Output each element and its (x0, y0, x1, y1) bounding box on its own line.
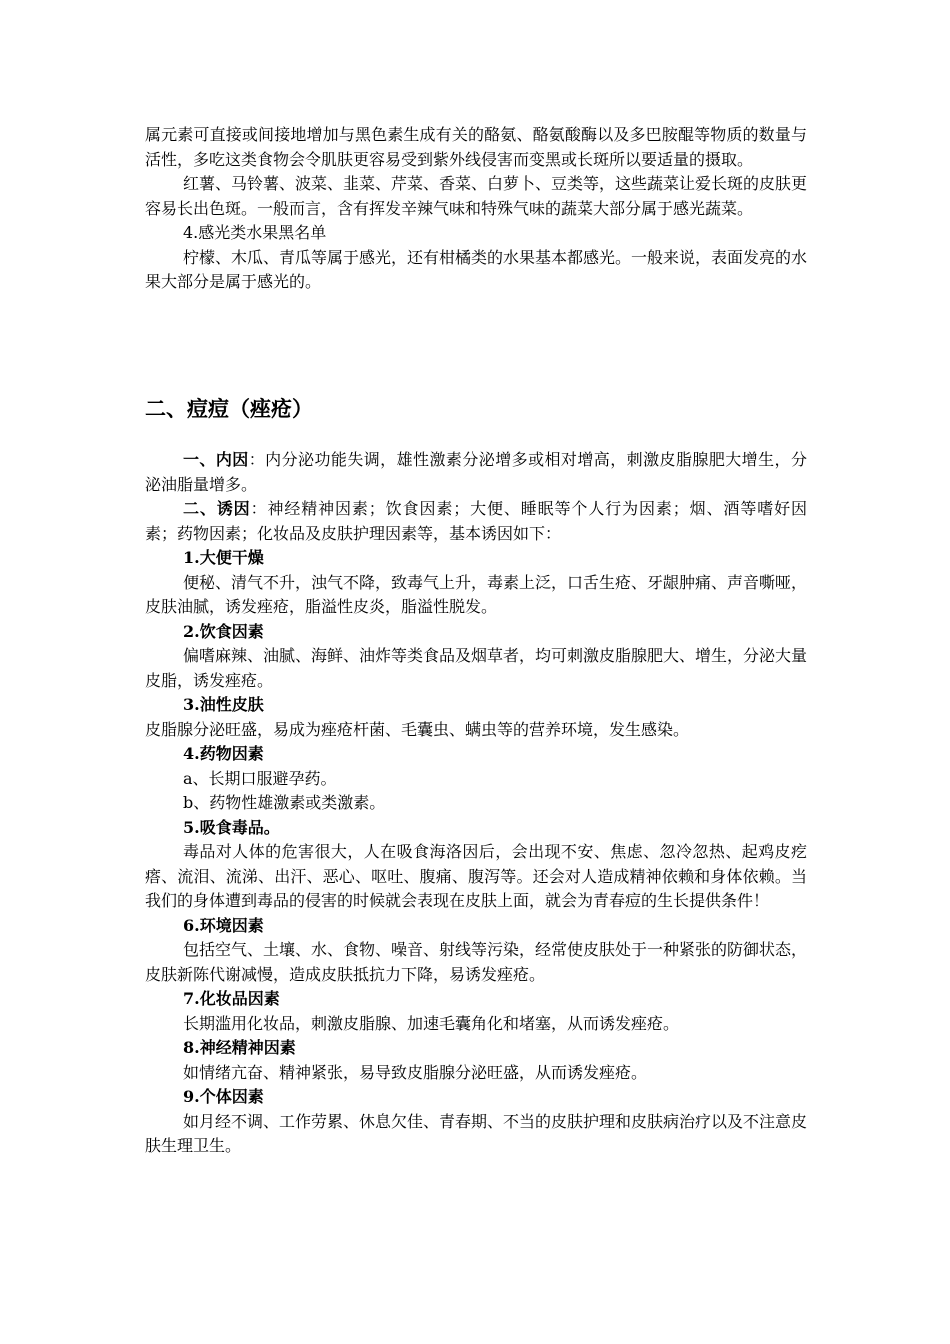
subheading-fruit-blacklist: 4.感光类水果黑名单 (183, 223, 327, 242)
section-title-acne: 二、痘痘（痤疮） (145, 397, 313, 421)
acne-section (145, 448, 807, 1159)
item-text-drugs-a: a、长期口服避孕药。 (183, 768, 337, 788)
item-title-environment: 6.环境因素 (183, 915, 264, 935)
item-title-diet: 2.饮食因素 (183, 621, 264, 641)
item-title-drugs: 4.药物因素 (183, 744, 264, 763)
paragraph-triggers (145, 497, 807, 546)
item-title-oily-skin: 3.油性皮肤 (183, 695, 264, 714)
item-text-environment: 包括空气、土壤、水、食物、噪音、射线等污染，经常使皮肤处于一种紧张的防御状态，皮肤新陈代谢减慢，造成皮肤抵抗力下降，易诱发痤疮。 (145, 940, 808, 984)
item-title-constipation: 1.大便干燥 (183, 548, 264, 567)
item-text-nervous: 如情绪亢奋、精神紧张，易导致皮脂腺分泌旺盛，从而诱发痤疮。 (183, 1062, 648, 1082)
item-text-diet: 偏嗜麻辣、油腻、海鲜、油炸等类食品及烟草者，均可刺激皮脂腺肥大、增生，分泌大量皮脂，诱发痤疮。 (145, 646, 808, 690)
item-text-individual: 如月经不调、工作劳累、休息欠佳、青春期、不当的皮肤护理和皮肤病治疗以及不注意皮肤生理卫生。 (145, 1111, 808, 1155)
item-text-oily-skin: 皮脂腺分泌旺盛，易成为痤疮杆菌、毛囊虫、螨虫等的营养环境，发生感染。 (145, 719, 690, 739)
paragraph-vegetables: 红薯、马铃薯、波菜、韭菜、芹菜、香菜、白萝卜、豆类等，这些蔬菜让爱长斑的皮肤更容易长出色斑。一般而言，含有挥发辛辣气味和特殊气味的蔬菜大部分属于感光蔬菜。 (145, 174, 808, 218)
item-text-cosmetics: 长期滥用化妆品，刺激皮脂腺、加速毛囊角化和堵塞，从而诱发痤疮。 (183, 1013, 680, 1033)
paragraph-internal-cause (145, 448, 807, 497)
text-internal-cause: ：内分泌功能失调，雄性激素分泌增多或相对增高，刺激皮脂腺肥大增生，分泌油脂量增多。 (145, 450, 807, 494)
item-text-drugs-b: b、药物性雄激素或类激素。 (183, 793, 386, 812)
paragraph-fruits: 柠檬、木瓜、青瓜等属于感光，还有柑橘类的水果基本都感光。一般来说，表面发亮的水果大部分是属于感光的。 (145, 247, 808, 291)
top-section (145, 123, 807, 295)
item-title-narcotics: 5.吸食毒品。 (183, 817, 280, 837)
item-text-constipation: 便秘、清气不升，浊气不降，致毒气上升，毒素上泛，口舌生疮、牙龈肿痛、声音嘶哑，皮肤油腻，诱发痤疮，脂溢性皮炎，脂溢性脱发。 (145, 572, 808, 616)
item-title-cosmetics: 7.化妆品因素 (183, 989, 280, 1008)
label-internal-cause: 一、内因 (183, 450, 249, 469)
item-text-narcotics: 毒品对人体的危害很大，人在吸食海洛因后，会出现不安、焦虑、忽冷忽热、起鸡皮疙瘩、流泪、流涕、出汗、恶心、呕吐、腹痛、腹泻等。还会对人造成精神依赖和身体依赖。当我们的身体遭到毒品的侵害的时候就会表现在皮肤上面，就会为青春痘的生长提供条件！ (145, 842, 807, 910)
text-triggers: ：神经精神因素；饮食因素；大便、睡眠等个人行为因素；烟、酒等嗜好因素；药物因素；化妆品及皮肤护理因素等，基本诱因如下： (145, 499, 807, 543)
label-triggers: 二、诱因 (183, 499, 251, 518)
paragraph-melanin: 属元素可直接或间接地增加与黑色素生成有关的酪氨、酪氨酸酶以及多巴胺醌等物质的数量与活性，多吃这类食物会令肌肤更容易受到紫外线侵害而变黑或长斑所以要适量的摄取。 (145, 125, 807, 169)
item-title-individual: 9.个体因素 (183, 1087, 264, 1106)
item-title-nervous: 8.神经精神因素 (183, 1038, 296, 1057)
